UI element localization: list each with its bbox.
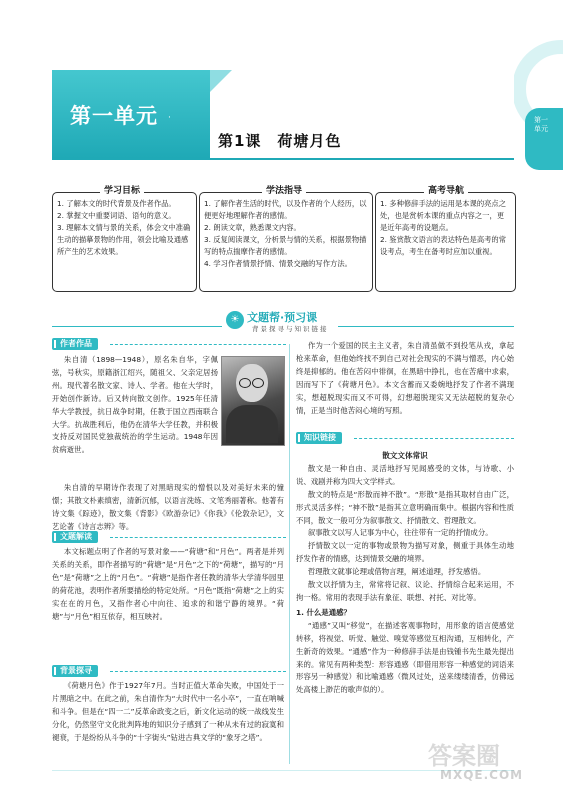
list-item: 4. 学习作者情景抒情、情景交融的写作方法。	[204, 259, 352, 268]
prose-paragraph: 叙事散文以写人记事为中心，往往带有一定的抒情成分。	[307, 528, 493, 538]
list-item: 1. 了解作者生活的时代，以及作者的个人经历，以便更好地理解作者的感情。	[204, 199, 367, 220]
box-title-exam: 高考导航	[424, 183, 468, 196]
author-paragraph-2: 朱自清的早期诗作表现了对黑暗现实的憎恨以及对美好未来的憧憬；其散文朴素缜密，清新沉郁，以语言洗练、文笔秀丽著称。他著有诗文集《踪迹》，散文集《背影》《欧游杂记》《你我》《伦敦杂记》，文艺论著《诗言志辨》等。	[52, 483, 284, 531]
watermark: 答案圈	[428, 741, 500, 770]
prose-heading: 散文文体常识	[382, 451, 428, 460]
author-paragraph-1: 朱自清（1898—1948），原名朱自华，字佩弦，号秋实，原籍浙江绍兴，随祖父、父亲定居扬州。现代著名散文家、诗人、学者。他在大学时，开始创作新诗。后又转向散文创作。1925年任清华大学教授，抗日战争时期，任教于国立西南联合大学。抗战胜利后，他仍在清华大学任教，并积极支持反对国民党独裁统治的学生运动。1948年因贫病逝世。	[52, 355, 218, 455]
box-body-goals	[57, 198, 191, 258]
list-item: 1. 了解本文的时代背景及作者作品。	[57, 199, 176, 208]
section-subtitle: 背景探寻与知识链接	[252, 325, 329, 333]
intro-paragraph: 作为一个爱国的民主主义者，朱自清虽做不到投笔从戎，拿起枪来革命，但他始终找不到自己对社会现实的不满与憎恶，内心始终是抑郁的。他在苦闷中徘徊，在黑暗中挣扎，也在苦痛中求索，因而写下了《荷塘月色》。本文含蓄而又委婉地抒发了作者不满现实，想超脱现实而又不可得，幻想超脱现实又无法超脱的复杂心情，正是当时他苦闷心境的写照。	[296, 341, 514, 415]
title-reading-text	[52, 546, 284, 623]
tag-rule	[354, 438, 514, 440]
background-paragraph: 《荷塘月色》作于1927年7月。当时正值大革命失败，中国处于一片黑暗之中。在此之前，朱自清作为“大时代中一名小卒”，一直在呐喊和斗争。但是在“四一二”反革命政变之后，新文化运动的统一战线发生分化，仍然坚守文化批判阵地的知识分子感到了一种从未有过的寂寞和褪衰，于是纷纷从斗争的“十字街头”钻进古典文学的“象牙之塔”。	[52, 681, 284, 742]
prose-paragraph: 散文是一种自由、灵活地抒写见闻感受的文体，与诗歌、小说、戏剧并称为四大文学样式。	[296, 463, 514, 486]
prose-paragraph: 散文以抒情为主，常常将记叙、议论、抒情综合起来运用，不拘一格。常用的表现手法有象征、联想、衬托、对比等。	[296, 580, 514, 602]
author-photo-glasses	[252, 378, 264, 388]
tag-author-works: 作者作品	[52, 338, 98, 350]
background-text	[52, 680, 284, 745]
watermark-url: MXQE.COM	[440, 768, 524, 782]
prose-text	[296, 450, 514, 697]
author-text-wide	[52, 482, 284, 534]
list-item: 2. 鉴赏散文语言的表达特色是高考的常设考点，考生在备考时应加以重视。	[380, 235, 507, 256]
box-body-method	[204, 198, 367, 270]
author-photo-glasses	[239, 378, 251, 388]
tag-rule	[110, 344, 286, 346]
list-item: 1. 多种修辞手法的运用是本课的亮点之处，也是赏析本课的重点内容之一，更是近年高考的设题点。	[380, 199, 507, 232]
tag-background: 背景探寻	[52, 665, 98, 677]
section-title: 文题帮·预习课	[247, 311, 318, 324]
intro-text	[296, 340, 514, 417]
dots-decoration: ·	[168, 113, 171, 123]
prose-paragraph: 散文的特点是“形散而神不散”。“形散”是指其取材自由广泛，形式灵活多样；“神不散”是指其立意明确而集中。根据内容和性质不同，散文一般可分为叙事散文、抒情散文、哲理散文。	[296, 489, 514, 525]
list-item: 3. 理解本文情与景的关系，体会文中准确生动的描摹景物的作用，领会比喻及通感所产生的艺术效果。	[57, 223, 191, 256]
banner-rule	[52, 158, 514, 160]
prose-paragraph: 哲理散文就事论理或借物言理，阐述道理，抒发感悟。	[307, 567, 486, 577]
question-paragraph: “通感”又叫“移觉”，在描述客观事物时，用形象的语言使感觉转移，将视觉、听觉、触觉、嗅觉等感觉互相沟通，互相转化，产生新奇的效果。“通感”作为一种修辞手法是由钱锺书先生最先提出来的。常见有两种类型：形容通感（即借用形容一种感觉的词语来形容另一种感觉）和比喻通感（微风过处，送来缕缕清香，仿佛远处高楼上渺茫的歌声似的）。	[296, 620, 514, 695]
title-reading-paragraph: 本文标题点明了作者的写景对象——“荷塘”和“月色”。两者是并列关系的关系，即作者描写的“荷塘”是“月色”之下的“荷塘”，描写的“月色”是“荷塘”之上的“月色”。“荷塘”是指作者任教的清华大学清华园里的荷花池，表明作者所要描绘的特定处所。“月色”既指“荷塘”之上的实实在在的月色，又指作者心中向往、追求的和谐宁静的境界。“荷塘”与“月色”相互依存，相互映衬。	[52, 547, 284, 621]
column-divider	[289, 344, 290, 764]
unit-title: 第一单元	[70, 104, 158, 128]
lesson-title: 第1课 荷塘月色	[218, 132, 342, 150]
prose-paragraph: 抒情散文以一定的事物或景物为描写对象，侧重于具体生动地抒发作者的情感，达到情景交融的境界。	[296, 541, 514, 564]
tag-rule	[110, 537, 286, 539]
list-item: 2. 掌握文中重要词语、语句的意义。	[57, 211, 176, 220]
author-photo-body	[226, 405, 278, 443]
tag-rule	[110, 671, 286, 673]
bulb-icon: ☀	[226, 311, 244, 329]
tag-knowledge-link: 知识链接	[296, 432, 342, 444]
tag-title-reading: 文题解读	[52, 531, 98, 543]
list-item: 3. 反复阅读课文，分析景与情的关系，根据景物描写的特点揣摩作者的感情。	[204, 235, 367, 256]
list-item: 2. 朗读文章，熟悉课文内容。	[204, 223, 301, 232]
box-body-exam	[380, 198, 510, 258]
side-tab-label: 第一单元	[534, 116, 548, 133]
box-title-method: 学法指导	[262, 183, 306, 196]
box-title-goals: 学习目标	[100, 183, 144, 196]
question-heading: 1. 什么是通感？	[296, 607, 351, 617]
author-text-narrow	[52, 354, 218, 457]
